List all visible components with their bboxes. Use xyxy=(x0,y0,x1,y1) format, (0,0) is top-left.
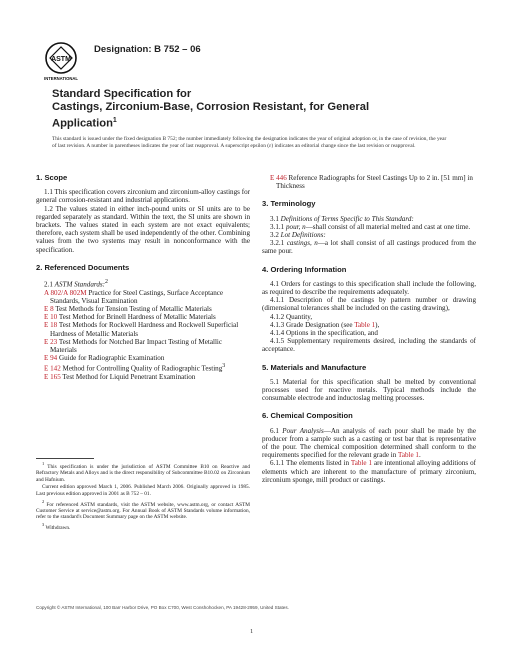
scope-paragraph-1-1: 1.1 This specification covers zirconium and zirconium-alloy castings for general corrosion-resistant and industrial applications. xyxy=(36,188,250,205)
section-heading-ordering-information: 4. Ordering Information xyxy=(262,264,347,274)
reference-item: E 94 Guide for Radiographic Examination xyxy=(44,354,165,363)
chemical-6-1: 6.1 Pour Analysis—An analysis of each pour shall be made by the producer from a sample such as a casting or test bar that is representative of the pour. The chemical composition determined shall conform to the requirements specified for the relevant grade in Table 1. xyxy=(262,426,476,460)
terminology-3-1: 3.1 Definitions of Terms Specific to This Standard: xyxy=(270,214,414,223)
reference-item: E 23 Test Methods for Notched Bar Impact Testing of Metallic Materials xyxy=(44,337,223,355)
materials-5-1: 5.1 Material for this specification shall be melted by conventional processes used for reactive metals. Typical methods include the consumable electrode and inductoslag melting processes. xyxy=(262,377,476,403)
chemical-6-1-1: 6.1.1 The elements listed in Table 1 are intentional alloying additions of elements which are inherent to the manufacture of primary zirconium, zirconium sponge, mill product or castings. xyxy=(262,459,476,484)
reference-item: E 18 Test Methods for Rockwell Hardness and Rockwell Superficial Hardness of Metallic Materials xyxy=(44,321,239,338)
designation: Designation: B 752 – 06 xyxy=(94,44,201,55)
terminology-3-2: 3.2 Lot Definitions: xyxy=(270,231,326,240)
right-column xyxy=(262,174,476,484)
footnote-1: $^1$ This specification is under the jurisdiction of ASTM Committee B10 on Reactive and Refractory Metals and Alloys and is the direct responsibility of Subcommittee B10.02 on Zirconium and Hafnium. xyxy=(36,461,250,483)
footnote-2: $^2$ For referenced ASTM standards, visit the ASTM website, www.astm.org, or contact ASTM Customer Service at service@astm.org. For Annual Book of ASTM Standards volume information, refer to the standard's Document Summary page on the ASTM website. xyxy=(36,498,250,521)
section-heading-referenced-documents: 2. Referenced Documents xyxy=(36,262,130,272)
ordering-4-1-2: 4.1.2 Quantity, xyxy=(270,312,313,321)
page-number: 1 xyxy=(250,628,254,635)
svg-text:ASTM: ASTM xyxy=(51,56,71,63)
document-title xyxy=(52,88,452,131)
section-heading-terminology: 3. Terminology xyxy=(262,199,316,209)
reference-link[interactable]: E 446 xyxy=(270,174,287,182)
section-heading-chemical-composition: 6. Chemical Composition xyxy=(262,411,353,421)
reference-item: E 165 Test Method for Liquid Penetrant Examination xyxy=(44,372,196,381)
issuance-note: This standard is issued under the fixed designation B 752; the number immediately following the designation indicates the year of original adoption or, in the case of revision, the year of last revision. A number in parentheses indicates the year of last reapproval. A superscript epsilon (ε) indicates an editorial change since the last revision or reapproval. xyxy=(52,136,447,150)
terminology-3-2-1: 3.2.1 castings, n—a lot shall consist of all castings produced from the same pour. xyxy=(262,239,476,256)
footnote-divider xyxy=(36,458,94,459)
logo-caption: INTERNATIONAL xyxy=(44,76,78,81)
table-1-link[interactable]: Table 1 xyxy=(354,320,376,329)
reference-link[interactable]: E 94 xyxy=(44,354,58,363)
title-line-3-text: Application xyxy=(52,117,113,130)
terminology-3-1-1: 3.1.1 pour, n—shall consist of all material melted and cast at one time. xyxy=(270,222,471,231)
title-line-1: Standard Specification for xyxy=(52,88,192,100)
reference-link[interactable]: E 165 xyxy=(44,372,61,381)
footnote-3: $^3$ Withdrawn. xyxy=(42,522,71,531)
ordering-4-1-3: 4.1.3 Grade Designation (see Table 1), xyxy=(270,320,380,329)
reference-link[interactable]: E 18 xyxy=(44,321,58,330)
table-1-link[interactable]: Table 1 xyxy=(397,451,419,460)
footnote-mark-3[interactable]: 3 xyxy=(222,363,226,370)
section-heading-scope: 1. Scope xyxy=(36,173,68,182)
title-line-3 xyxy=(52,114,452,131)
section-heading-materials: 5. Materials and Manufacture xyxy=(262,362,367,372)
reference-link[interactable]: E 8 xyxy=(44,305,54,313)
title-line-2: Castings, Zirconium-Base, Corrosion Resistant, for General xyxy=(52,101,370,113)
table-1-link[interactable]: Table 1 xyxy=(350,459,373,468)
reference-item: A 802/A 802M Practice for Steel Castings, Surface Acceptance Standards, Visual Examination xyxy=(44,288,224,305)
reference-link[interactable]: E 23 xyxy=(44,337,58,346)
ordering-4-1-1: 4.1.1 Description of the castings by pattern number or drawing (dimensional tolerances shall be included on the casting drawing), xyxy=(262,296,476,313)
title-footnote-mark[interactable]: 1 xyxy=(112,117,117,124)
footnote-1-edition: Current edition approved March 1, 2006. Published March 2006. Originally approved in 1985. Last previous edition approved in 2001 as B 752 – 01. xyxy=(36,484,250,497)
reference-item: E 10 Test Method for Brinell Hardness of Metallic Materials xyxy=(44,313,216,322)
scope-paragraph-1-2: 1.2 The values stated in either inch-pound units or SI units are to be regarded separately as standard. Within the text, the SI units are shown in brackets. The values stated in each system are not exact equivalents; therefore, each system shall be used independently of the other. Combining values from the two systems may result in nonconformance with the specification. xyxy=(36,204,250,254)
ordering-4-1: 4.1 Orders for castings to this specification shall include the following, as required to describe the requirements adequately. xyxy=(262,279,476,297)
ordering-4-1-5: 4.1.5 Supplementary requirements desired, including the standards of acceptance. xyxy=(262,337,476,354)
footnotes xyxy=(36,461,250,533)
copyright-notice: Copyright © ASTM International, 100 Barr Harbor Drive, PO Box C700, West Conshohocken, PA 19428-2959, United States. xyxy=(36,605,289,610)
reference-link[interactable]: A 802/A 802M xyxy=(44,288,87,297)
reference-item: E 446 Reference Radiographs for Steel Castings Up to 2 in. [51 mm] in Thickness xyxy=(270,174,473,191)
reference-item: E 142 Method for Controlling Quality of Radiographic Testing$^3$ xyxy=(44,363,226,373)
ordering-4-1-4: 4.1.4 Options in the specification, and xyxy=(270,329,378,338)
references-intro: 2.1 ASTM Standards:$^2$ xyxy=(44,279,108,289)
reference-link[interactable]: E 10 xyxy=(44,313,58,322)
reference-link[interactable]: E 142 xyxy=(44,364,61,373)
footnote-mark-2[interactable]: 2 xyxy=(105,279,108,286)
astm-logo xyxy=(40,40,82,82)
reference-item: E 8 Test Methods for Tension Testing of Metallic Materials xyxy=(44,305,212,313)
left-column xyxy=(36,174,250,381)
